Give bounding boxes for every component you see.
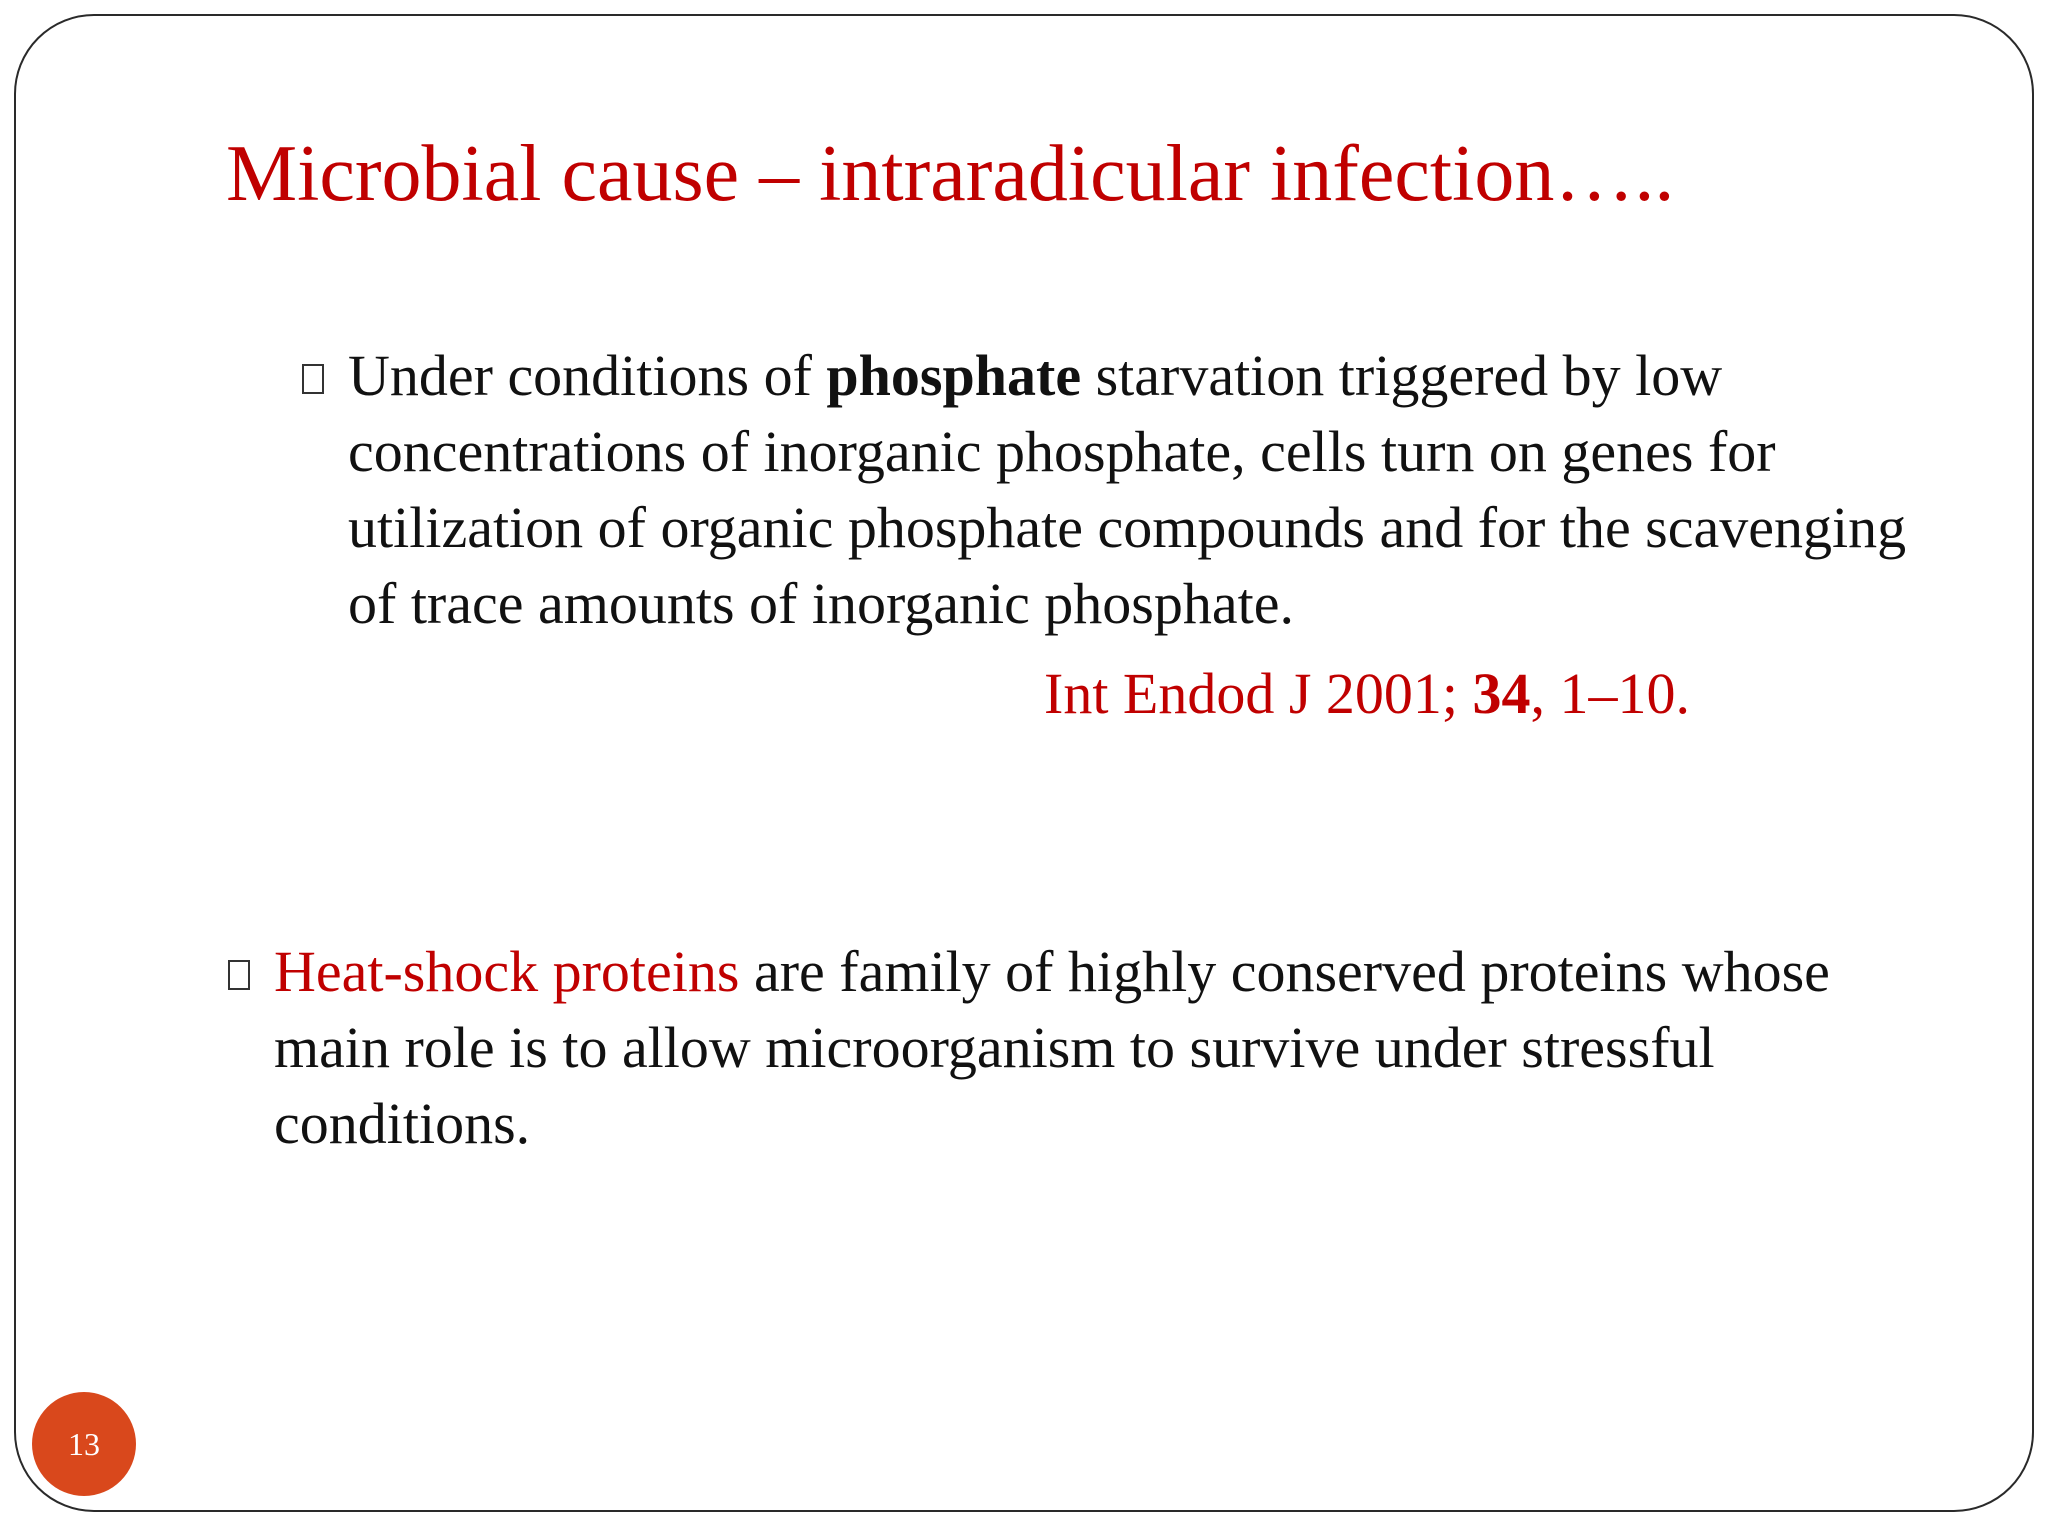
bullet-heat-shock-proteins [228,934,1848,1162]
page-number-badge [32,1392,136,1496]
citation [1044,656,1690,732]
bullet-2-text-after: are family of highly conserved proteins whose main role is to allow microorganism to survive under stressful conditions. [274,939,1830,1156]
citation-volume: 34 [1472,661,1531,726]
citation-suffix: , 1–10. [1530,661,1691,726]
bullet-phosphate-starvation [302,338,1922,642]
slide-title [226,130,1674,218]
bullet-1-text-after: starvation triggered by low concentrations of inorganic phosphate, cells turn on genes for utilization of organic phosphate compounds and for the scavenging of trace amounts of inorganic phosphate. [348,343,1907,636]
bullet-1-text [348,338,1922,642]
square-bullet-icon [228,960,250,990]
page-number: 13 [68,1425,100,1462]
bullet-2-text [274,934,1848,1162]
bullet-1-bold-word: phosphate [826,343,1082,408]
citation-prefix: Int Endod J 2001; [1044,661,1473,726]
title-text: Microbial cause – intraradicular infection….. [226,130,1675,218]
square-bullet-icon [302,364,324,394]
bullet-1-text-before: Under conditions of [348,343,827,408]
bullet-2-highlight: Heat-shock proteins [274,939,740,1004]
slide-frame [14,14,2034,1512]
